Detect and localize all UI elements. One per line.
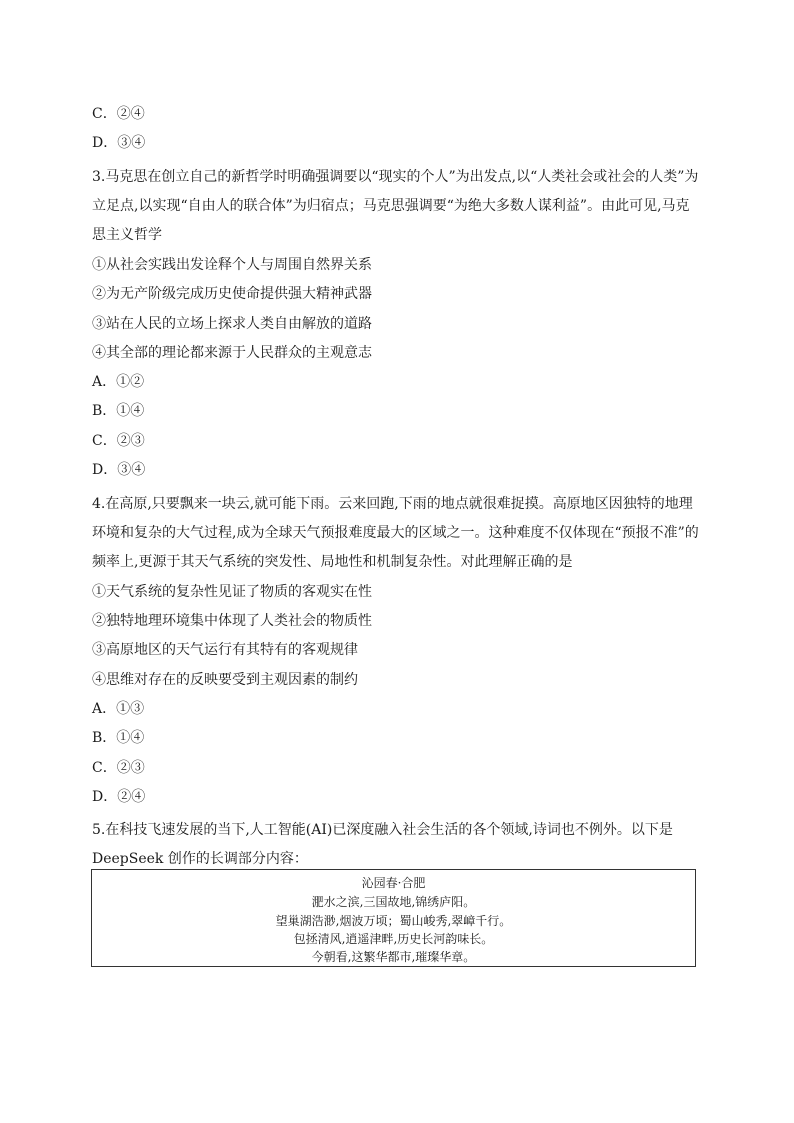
poem-line-2: 望巢湖浩渺,烟波万顷；蜀山峻秀,翠嶂千行。 [275,914,512,928]
q3-option-a: A．①② [92,374,145,390]
q3-option-b: B．①④ [92,403,145,419]
q3-option-c: C．②③ [92,433,145,449]
q3-option-d: D．③④ [92,462,146,478]
poem-line-1: 淝水之滨,三国故地,锦绣庐阳。 [311,895,476,909]
q4-statement-2: ②独特地理环境集中体现了人类社会的物质性 [92,613,372,629]
q3-statement-4: ④其全部的理论都来源于人民群众的主观意志 [92,345,372,361]
q3-stem-line3: 思主义哲学 [92,227,162,243]
q3-statement-3: ③站在人民的立场上探求人类自由解放的道路 [92,316,372,332]
q4-option-a: A．①③ [92,701,145,717]
poem-line-3: 包拯清风,逍遥津畔,历史长河韵味长。 [293,932,494,946]
q4-statement-3: ③高原地区的天气运行有其特有的客观规律 [92,642,358,658]
poem-box [91,869,696,967]
q3-statement-2: ②为无产阶级完成历史使命提供强大精神武器 [92,286,372,302]
q5-stem-line1: 5.在科技飞速发展的当下,人工智能(AI)已深度融入社会生活的各个领域,诗词也不例外。以下是 [92,822,673,838]
q5-stem-line2: DeepSeek 创作的长调部分内容： [92,851,308,867]
q3-stem-line1: 3.马克思在创立自己的新哲学时明确强调要以“现实的个人”为出发点,以“人类社会或社会的人类”为 [92,169,699,185]
q4-stem-line1: 4.在高原,只要飘来一块云,就可能下雨。云来回跑,下雨的地点就很难捉摸。高原地区因独特的地理 [92,496,693,512]
poem-line-4: 今朝看,这繁华都市,璀璨华章。 [311,950,476,964]
q3-stem-line2: 立足点,以实现“自由人的联合体”为归宿点；马克思强调要“为绝大多数人谋利益”。由此可见,马克 [92,198,690,214]
q4-stem-line3: 频率上,更源于其天气系统的突发性、局地性和机制复杂性。对此理解正确的是 [92,554,573,570]
q4-statement-4: ④思维对存在的反映要受到主观因素的制约 [92,672,358,688]
q4-stem-line2: 环境和复杂的大气过程,成为全球天气预报难度最大的区域之一。这种难度不仅体现在“预报不准”的 [92,525,699,541]
q2-option-c: C．②④ [92,106,145,122]
q3-statement-1: ①从社会实践出发诠释个人与周围自然界关系 [92,257,372,273]
q4-option-b: B．①④ [92,730,145,746]
q4-option-c: C．②③ [92,760,145,776]
q2-option-d: D．③④ [92,135,146,151]
q4-option-d: D．②④ [92,789,146,805]
q4-statement-1: ①天气系统的复杂性见证了物质的客观实在性 [92,584,372,600]
poem-title: 沁园春·合肥 [361,876,426,890]
